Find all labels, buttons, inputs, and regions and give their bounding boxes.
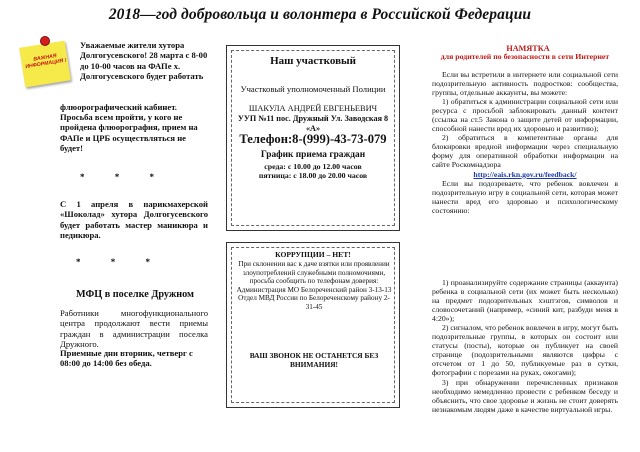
mfc-text: Работники многофункционального центра продолжают вести приемы граждан в администрации поселка Дружного.	[60, 308, 208, 349]
schedule-title: График приема граждан	[260, 150, 366, 160]
memo-section-2	[432, 278, 618, 414]
officer-name: ШАКУЛА АНДРЕЙ ЕВГЕНЬЕВИЧ	[248, 104, 378, 113]
sticky-note-image	[19, 41, 71, 88]
officer-role: Участковый уполномоченный Полиции	[240, 84, 386, 94]
memo-game-item-2: 2) сигналом, что ребенок вовлечен в игру, могут быть подозрительные группы, в которых он состоит или статусы (посты), которые он публикует на своей странице (подозрительными являются цифры с отсчетом от 1 до 50, публикуемые раз в сутки, фотографии с порезами на руках, ожогами);	[432, 323, 618, 378]
rkn-feedback-link[interactable]: http://eais.rkn.gov.ru/feedback/	[473, 169, 577, 179]
fluoro-cabinet: флюорографический кабинет.	[60, 102, 177, 112]
separator-stars: * * *	[76, 257, 164, 267]
officer-address: УУП №11 пос. Дружный Ул. Заводская 8 «А»	[237, 114, 389, 134]
sticky-note-text: ВАЖНАЯ ИНФОРМАЦИЯ !	[24, 53, 67, 71]
mfc-heading: МФЦ в поселке Дружном	[76, 289, 194, 300]
corruption-title: КОРРУПЦИИ – НЕТ!	[275, 250, 351, 259]
memo-title: НАМЯТКА	[506, 44, 550, 53]
page-title: 2018—год добровольца и волонтера в Российской Федерации	[108, 6, 532, 23]
memo-section-1	[432, 70, 618, 215]
memo-game-item-3: 3) при обнаружении перечисленных признаков необходимо немедленно провести с ребенком беседу и объяснить, что свое здоровье и жизнь не стоит доверять незнакомым людям даже в качестве виртуальной игры.	[432, 377, 618, 414]
memo-intro: Если вы встретили в интернете или социальной сети подозрительную активность подростков: сообщества, группы, отдельные аккаунты, вы можете:	[432, 70, 618, 98]
fluoro-announcement: Уважаемые жители хутора Долгогусевского! 28 марта с 8-00 до 10-00 часов на ФАПе х. Долгогусевского будет работать	[80, 40, 208, 81]
corruption-footer: ВАШ ЗВОНОК НЕ ОСТАНЕТСЯ БЕЗ ВНИМАНИЯ!	[249, 351, 379, 369]
salon-announcement: С 1 апреля в парикмахерской «Шоколад» хутора Долгогусевского будет работать мастер маникюра и педикюра.	[60, 199, 208, 240]
memo-game-item-1: 1) проанализируйте содержание страницы (аккаунта) ребенка в социальной сети (их может быть несколько) на предмет подозрительных хэштэгов, символов и словосочетаний (например, «синий кит, разбуди меня в 4:20»);	[432, 278, 618, 324]
memo-item-2: 2) обратиться в компетентные органы для блокировки вредной информации через специальную форму для оперативной обработки информации на сайте Роскомнадзора	[432, 133, 618, 170]
officer-phone: Телефон:8-(999)-43-73-079	[239, 132, 387, 146]
schedule-times	[232, 162, 394, 180]
schedule-wednesday: среда: с 10.00 до 12.00 часов	[264, 162, 362, 171]
memo-subtitle: для родителей по безопасности в сети Интернет	[440, 52, 610, 61]
pushpin-icon	[41, 37, 49, 45]
separator-stars: * * *	[80, 172, 168, 182]
mfc-hours: Приемные дни вторник, четверг с 08:00 до 14:00 без обеда.	[60, 348, 193, 369]
memo-game-intro: Если вы подозреваете, что ребенок вовлечен в подозрительную игру в социальной сети, которая может нанести вред его здоровью и психологическому состоянию:	[432, 178, 618, 215]
corruption-body: При склонении вас к даче взятки или проявлении злоупотреблений служебными полномочиями, просьба сообщить по телефонам доверия: Администрация МО Белореченский район 3-13-13 Отдел МВД России по Белореченскому району 2-31-45	[236, 260, 392, 311]
schedule-friday: пятница: с 18.00 до 20.00 часов	[258, 171, 368, 181]
memo-item-1: 1) обратиться к администрации социальной сети или ресурса с просьбой заблокировать данный контент (ссылка на ст.5 Закона о защите детей от информации, способной нанести вред их здоровью и развитию);	[432, 97, 618, 134]
fluoro-request: Просьба всем пройти, у кого не пройдена флюорография, прием на ФАПе и ЦРБ осуществляться не будет!	[60, 112, 198, 153]
officer-title: Наш участковый	[270, 55, 356, 67]
